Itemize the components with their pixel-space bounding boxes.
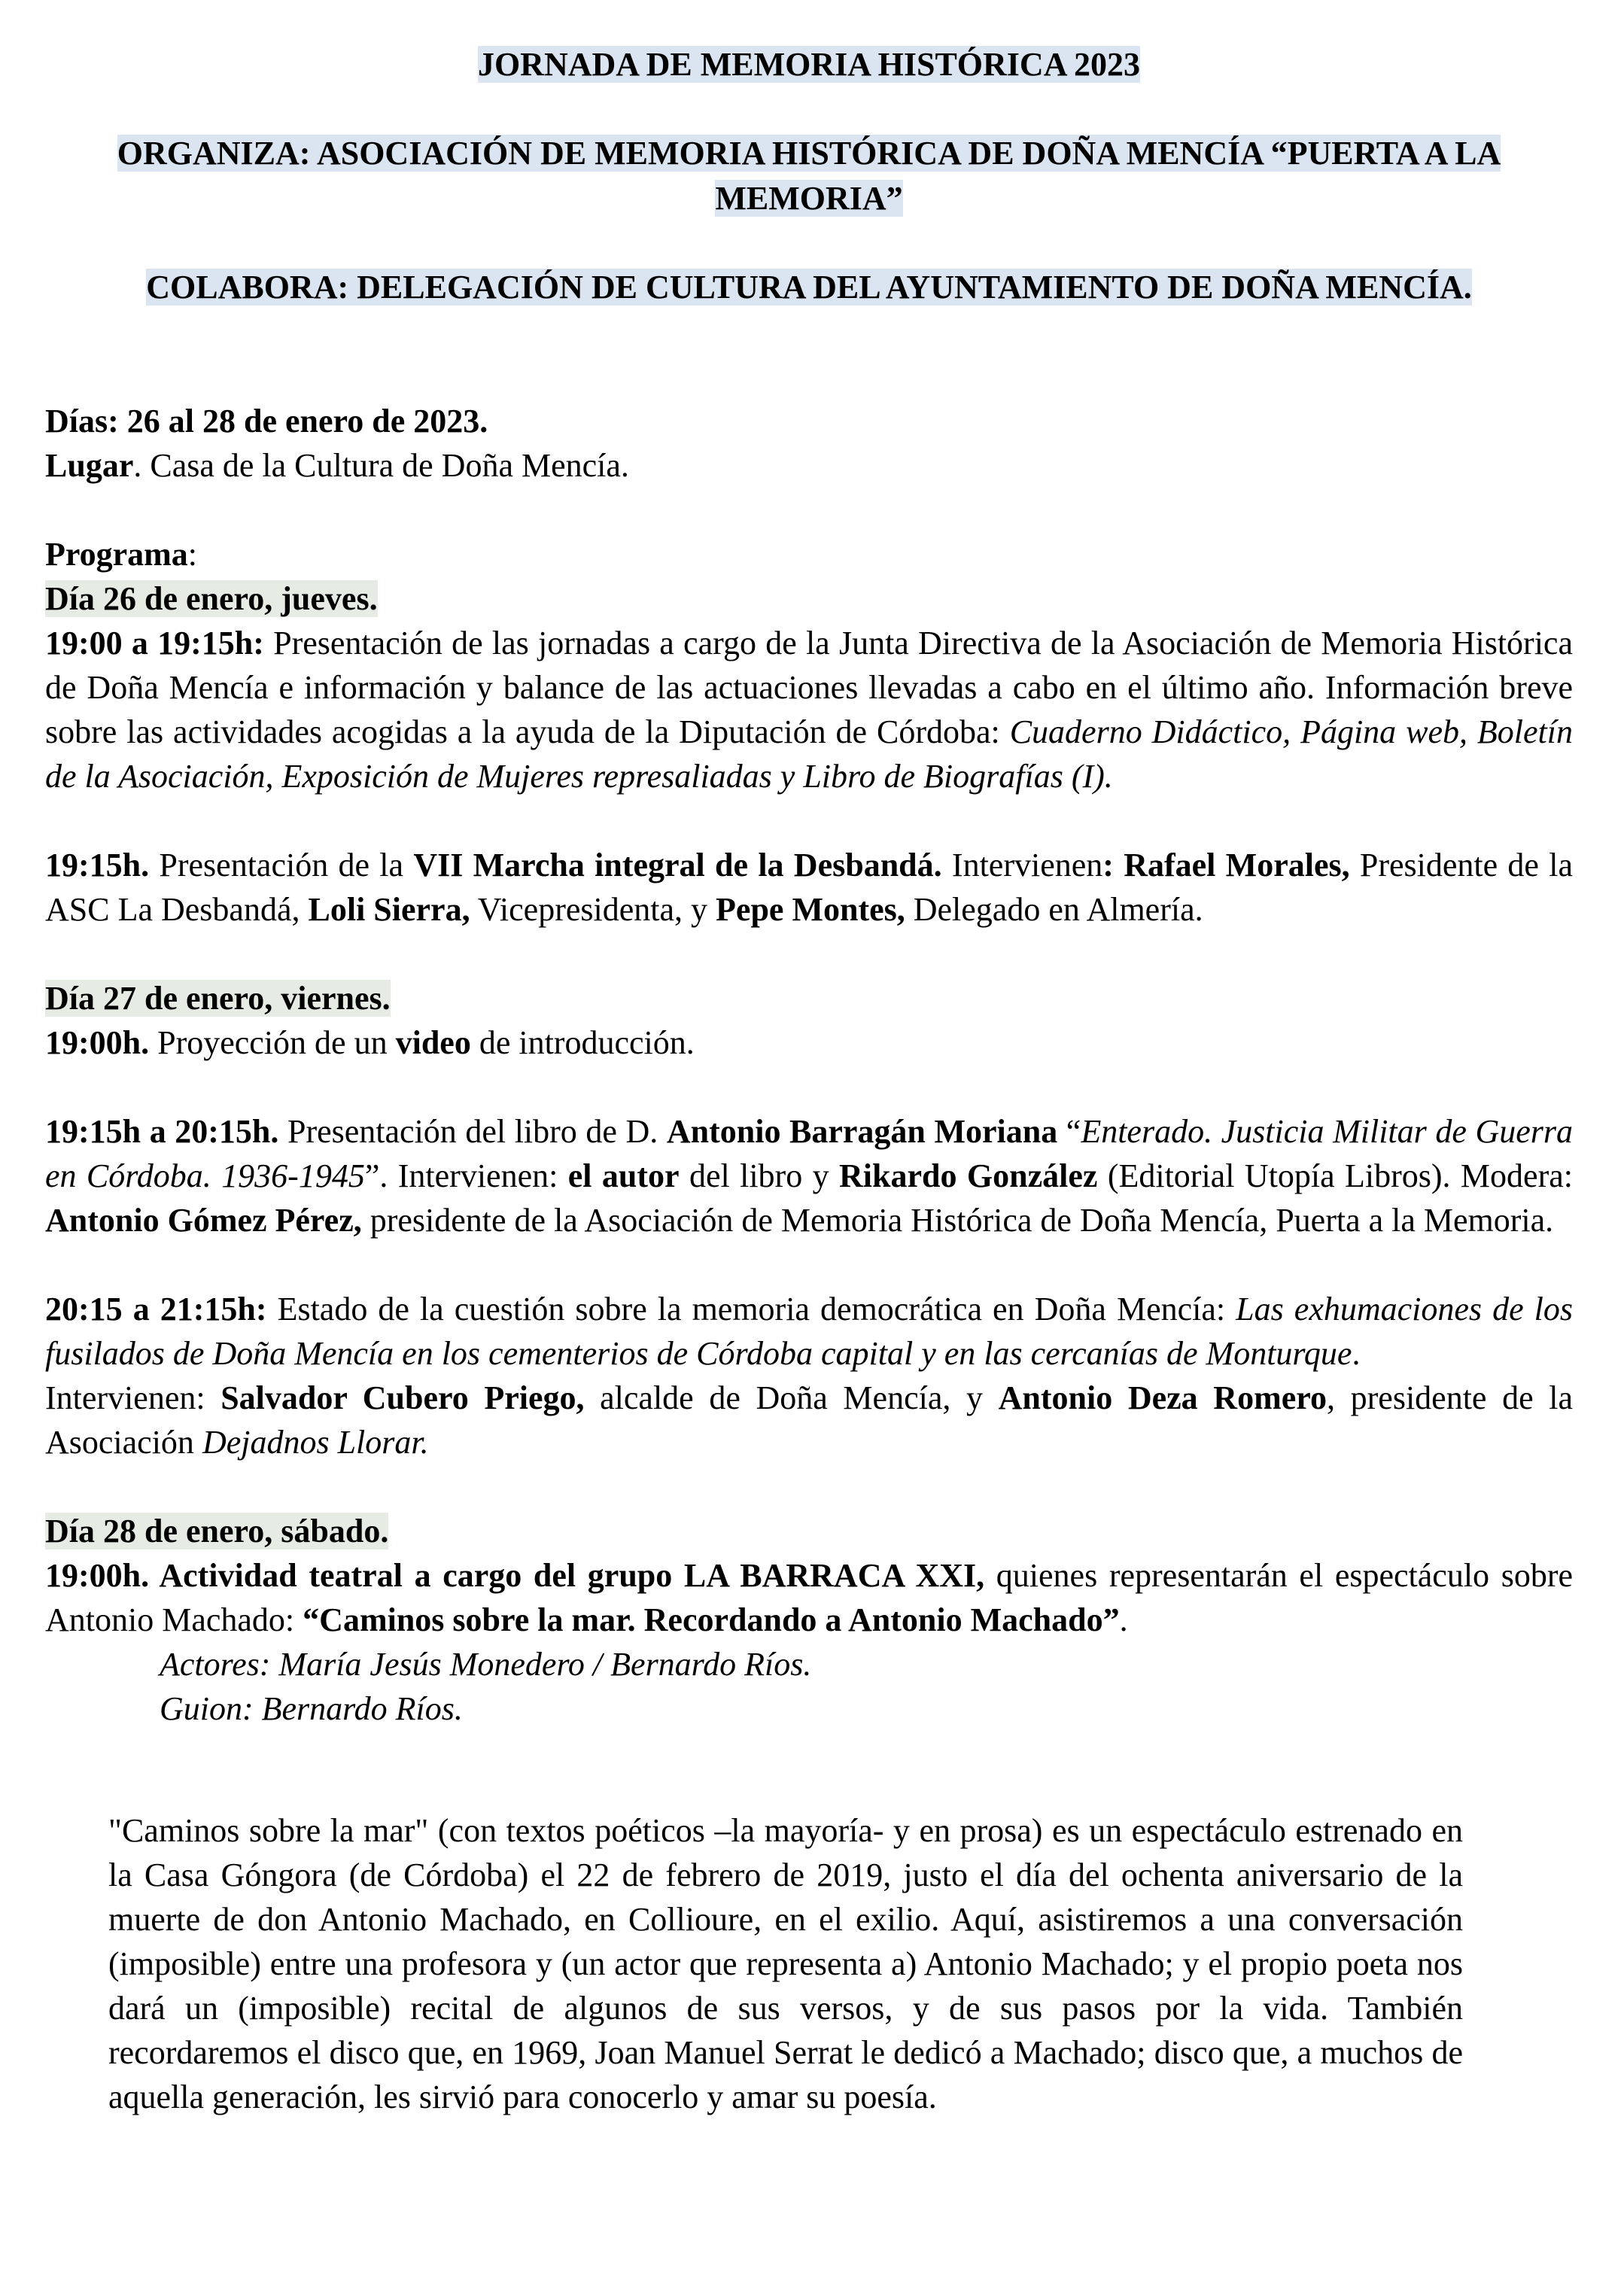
program-label: Programa (45, 536, 188, 573)
show-title: “Caminos sobre la mar. Recordando a Antonio Machado” (303, 1601, 1120, 1638)
actors-line: Actores: María Jesús Monedero / Bernardo Ríos. (160, 1646, 812, 1683)
day2-heading-text: Día 27 de enero, viernes. (45, 980, 391, 1017)
day1-event1-text: Presentación de las jornadas a cargo de la Junta Directiva de la Asociación de Memoria Histórica de Doña Mencía e información y balance de las actuaciones llevadas a cabo en el último año. Información breve sobre las actividades acogidas a la ayuda de la Diputación de Córdoba: (45, 625, 1573, 750)
day2-event3-speakers (45, 1376, 1573, 1464)
text-span: Delegado en Almería. (905, 891, 1203, 928)
text-span: , presidente de la Asociación (45, 1379, 1573, 1461)
text-span: (Editorial Utopía Libros). Modera: (1097, 1157, 1573, 1194)
day2-event2 (45, 1109, 1573, 1242)
organizer-text: ORGANIZA: ASOCIACIÓN DE MEMORIA HISTÓRICA DE DOÑA MENCÍA “PUERTA A LA MEMORIA” (117, 135, 1501, 217)
day2-event3-time: 20:15 a 21:15h: (45, 1291, 267, 1327)
text-span: ”. Intervienen: (364, 1157, 568, 1194)
day3-heading (45, 1509, 1573, 1553)
text-span: Vicepresidenta, y (470, 891, 716, 928)
moderator-name: Antonio Gómez Pérez, (45, 1202, 362, 1239)
day2-heading (45, 976, 1573, 1020)
script-line: Guion: Bernardo Ríos. (160, 1690, 463, 1727)
day1-event2-time: 19:15h. (45, 847, 150, 883)
collaborator-line (45, 265, 1573, 310)
day1-event1-italic: Cuaderno Didáctico, Página web, Boletín de la Asociación, Exposición de Mujeres represaliadas y Libro de Biografías (I). (45, 713, 1573, 795)
text-span: de introducción. (470, 1024, 695, 1061)
speaker-name: Loli Sierra, (308, 891, 470, 928)
day3-event1 (45, 1553, 1573, 1642)
text-span: quienes representarán el espectáculo sobre Antonio Machado: (45, 1557, 1574, 1638)
program-heading (45, 532, 1573, 576)
show-description: "Caminos sobre la mar" (con textos poéticos –la mayoría- y en prosa) es un espectáculo estrenado en la Casa Góngora (de Córdoba) el 22 de febrero de 2019, justo el día del ochenta aniversario de la muerte de don Antonio Machado, en Collioure, en el exilio. Aquí, asistiremos a una conversación (imposible) entre una profesora y (un actor que representa a) Antonio Machado; y el propio poeta nos dará un (imposible) recital de algunos de sus versos, y de sus pasos por la vida. También recordaremos el disco que, en 1969, Joan Manuel Serrat le dedicó a Machado; disco que, a muchos de aquella generación, les sirvió para conocerlo y amar su poesía. (108, 1812, 1463, 2115)
speaker-name: : Rafael Morales, (1102, 847, 1350, 883)
day1-event1-time: 19:00 a 19:15h: (45, 625, 264, 661)
day2-event1-time: 19:00h. (45, 1024, 150, 1061)
day1-event1 (45, 621, 1573, 798)
text-span: presidente de la Asociación de Memoria Histórica de Doña Mencía, Puerta a la Memoria. (361, 1202, 1554, 1239)
program-colon: : (187, 536, 198, 573)
text-span: Intervienen (941, 847, 1103, 883)
speaker-name: Antonio Deza Romero (998, 1379, 1327, 1416)
event-dates: Días: 26 al 28 de enero de 2023. (45, 403, 488, 439)
location-text: . Casa de la Cultura de Doña Mencía. (133, 447, 629, 484)
day2-event2-time: 19:15h a 20:15h. (45, 1113, 279, 1150)
location-label: Lugar (45, 447, 134, 484)
text-span: del libro y (679, 1157, 840, 1194)
organizer-line (45, 131, 1573, 221)
day1-heading (45, 576, 1573, 621)
day1-heading-text: Día 26 de enero, jueves. (45, 580, 378, 617)
day3-heading-text: Día 28 de enero, sábado. (45, 1513, 389, 1549)
talk-title: Las exhumaciones de los fusilados de Doña Mencía en los cementerios de Córdoba capital y en las cercanías de Monturque (45, 1291, 1574, 1372)
document-page (45, 42, 1573, 2152)
text-span: alcalde de Doña Mencía, y (584, 1379, 999, 1416)
march-title: VII Marcha integral de la Desbandá. (413, 847, 942, 883)
text-span: Proyección de un (149, 1024, 396, 1061)
day1-event2 (45, 843, 1573, 932)
text-span: Presentación de la (149, 847, 414, 883)
day2-event3 (45, 1287, 1573, 1376)
day2-event1 (45, 1020, 1573, 1065)
text-span: Intervienen: (45, 1379, 221, 1416)
document-title (45, 42, 1573, 87)
speaker-name: Rikardo González (839, 1157, 1098, 1194)
event-location (45, 443, 1573, 488)
book-title: Enterado. Justicia Militar de Guerra en Córdoba. 1936-1945 (45, 1113, 1573, 1194)
text-span: Presidente de la ASC La Desbandá, (45, 847, 1573, 928)
bold-span: video (395, 1024, 471, 1061)
text-span: Estado de la cuestión sobre la memoria democrática en Doña Mencía: (266, 1291, 1236, 1327)
day3-event1-time: 19:00h. Actividad teatral a cargo del grupo LA BARRACA XXI, (45, 1557, 985, 1594)
text-span: . (1352, 1335, 1361, 1372)
collaborator-text: COLABORA: DELEGACIÓN DE CULTURA DEL AYUNTAMIENTO DE DOÑA MENCÍA. (146, 269, 1472, 306)
document-title-text: JORNADA DE MEMORIA HISTÓRICA 2023 (477, 46, 1141, 83)
text-span: . (1119, 1601, 1128, 1638)
text-span: Presentación del libro de D. (278, 1113, 667, 1150)
association-name: Dejadnos Llorar. (202, 1424, 429, 1461)
text-span: “ (1057, 1113, 1081, 1150)
bold-span: el autor (567, 1157, 680, 1194)
speaker-name: Pepe Montes, (716, 891, 905, 928)
author-name: Antonio Barragán Moriana (666, 1113, 1058, 1150)
speaker-name: Salvador Cubero Priego, (220, 1379, 585, 1416)
